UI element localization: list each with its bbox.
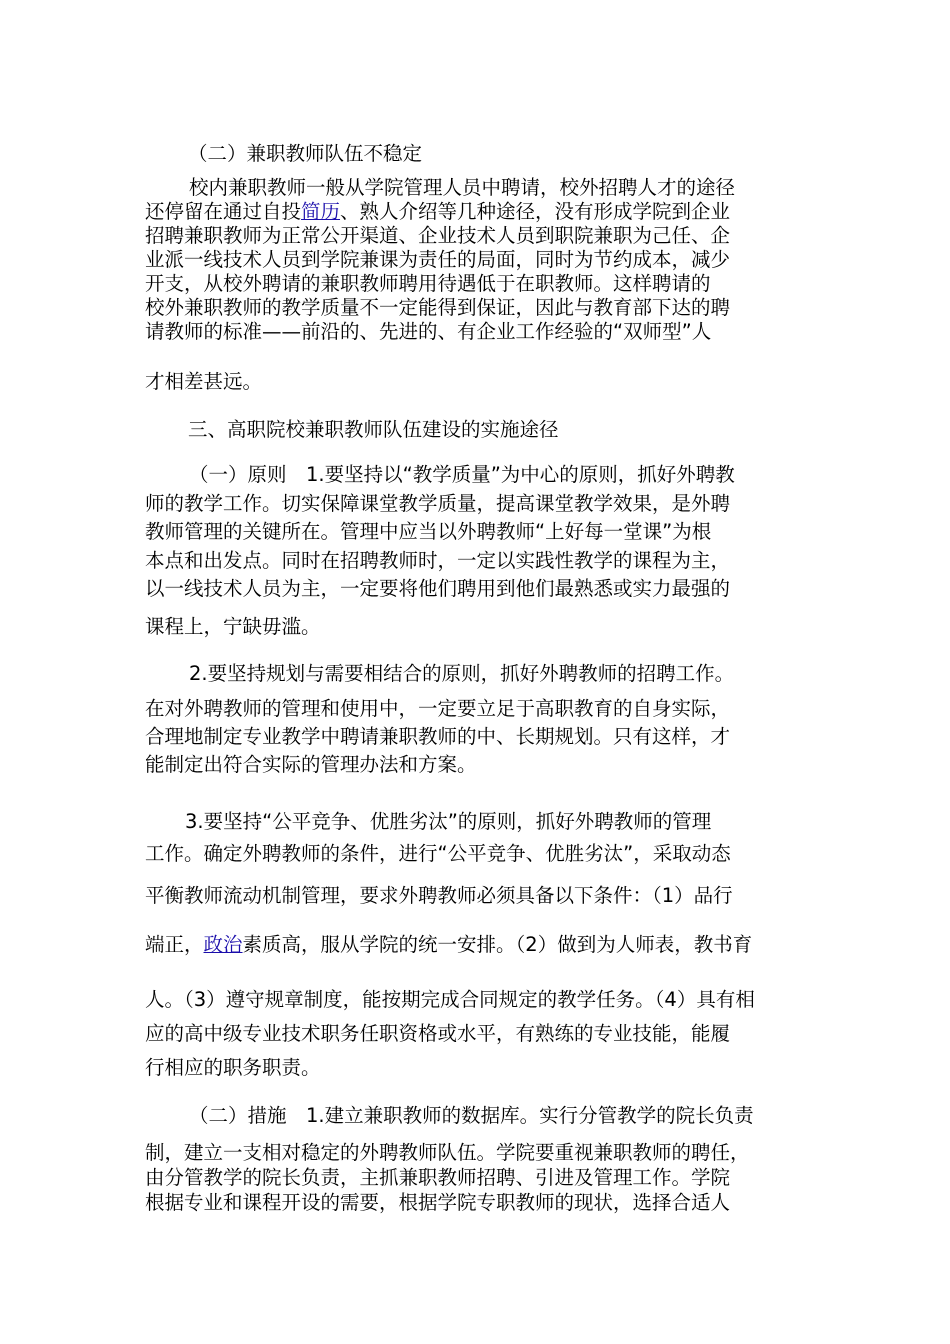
politics-link[interactable]: 政治 — [203, 933, 243, 956]
paragraph-unstable-staff-end: 才相差甚远。 — [145, 370, 263, 393]
section-heading: 三、高职院校兼职教师队伍建设的实施途径 — [188, 418, 559, 441]
paragraph-measures: （二）措施 1.建立兼职教师的数据库。实行分管教学的院长负责 — [189, 1104, 754, 1127]
paragraph-principle-3-line: 端正，政治素质高，服从学院的统一安排。（2）做到为人师表，教书育 — [145, 933, 753, 956]
paragraph-measures-body: 制，建立一支相对稳定的外聘教师队伍。学院要重视兼职教师的聘任， 由分管教学的院长负责，主抓兼职教师招聘、引进及管理工作。学院 根据专业和课程开设的需要，根据学院专职教师的现状，选择合适人 — [145, 1141, 750, 1214]
paragraph-principle-1-end: 课程上，宁缺毋滥。 — [145, 615, 321, 638]
paragraph-principle-3-end: 人。（3）遵守规章制度，能按期完成合同规定的教学任务。（4）具有相 应的高中级专业技术职务任职资格或水平，有熟练的专业技能，能履 行相应的职务职责。 — [145, 988, 755, 1079]
resume-link[interactable]: 简历 — [301, 200, 341, 223]
paragraph-principle-1: （一）原则 1.要坚持以“教学质量”为中心的原则，抓好外聘教 师的教学工作。切实保障课堂教学质量，提高课堂教学效果，是外聘 教师管理的关键所在。管理中应当以外聘教师“上好每一堂课”为根 本点和出发点。同时在招聘教师时，一定以实践性教学的课程为主， 以一线技术人员为主，一定要将他们聘用到他们最熟悉或实力最强的 — [145, 463, 735, 600]
paragraph-principle-3-line: 平衡教师流动机制管理，要求外聘教师必须具备以下条件：（1）品行 — [145, 884, 733, 907]
paragraph-principle-2: 2.要坚持规划与需要相结合的原则，抓好外聘教师的招聘工作。 — [189, 662, 735, 685]
paragraph-principle-2-body: 在对外聘教师的管理和使用中，一定要立足于高职教育的自身实际， 合理地制定专业教学中聘请兼职教师的中、长期规划。只有这样，才 能制定出符合实际的管理办法和方案。 — [145, 697, 731, 776]
section-heading: （二）兼职教师队伍不稳定 — [188, 142, 423, 165]
paragraph-principle-3: 3.要坚持“公平竞争、优胜劣汰”的原则，抓好外聘教师的管理 工作。确定外聘教师的条件，进行“公平竞争、优胜劣汰”，采取动态 — [145, 810, 731, 865]
paragraph-line: 还停留在通过自投简历、熟人介绍等几种途径，没有形成学院到企业 — [145, 200, 731, 223]
paragraph-unstable-staff: 校内兼职教师一般从学院管理人员中聘请，校外招聘人才的途径 还停留在通过自投简历、熟人介绍等几种途径，没有形成学院到企业 招聘兼职教师为正常公开渠道、企业技术人员到职院兼职为己任、企 业派一线技术人员到学院兼课为责任的局面，同时为节约成本，减少 开支，从校外聘请的兼职教师聘用待遇低于在职教师。这样聘请的 校外兼职教师的教学质量不一定能得到保证，因此与教育部下达的聘 请教师的标准——前沿的、先进的、有企业工作经验的“双师型”人 — [145, 176, 807, 344]
